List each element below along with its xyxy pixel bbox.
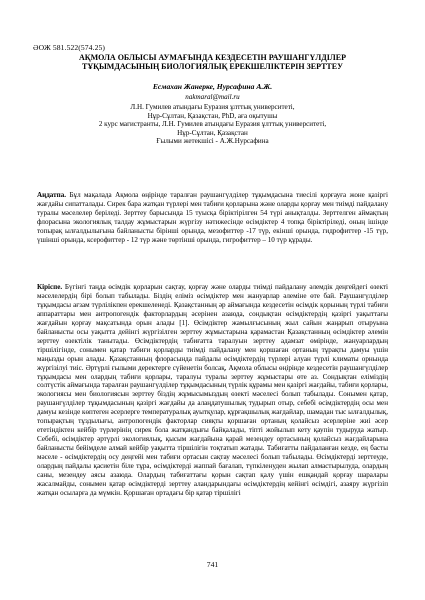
authors: Есмахан Жанерке, Нурсафина А.Ж.	[152, 82, 273, 91]
affiliation-block	[0, 103, 425, 146]
paper-title: АҚМОЛА ОБЛЫСЫ АУМАҒЫНДА КЕЗДЕСЕТІН РАУШАНГҮЛДІЛЕР ТҰҚЫМДАСЫНЫҢ БИОЛОГИЯЛЫҚ ЕРЕКШЕЛІКТЕРІН ЗЕРТТЕУ	[79, 53, 346, 72]
abstract-paragraph	[37, 191, 388, 245]
affiliation-line: Л.Н. Гумилев атындағы Еуразия ұлттық университеті,	[130, 103, 295, 111]
abstract-label: Аңдатпа.	[37, 191, 67, 199]
intro-paragraph	[37, 283, 388, 498]
affiliation-line: 2 курс магистранты, Л.Н. Гумилев атындағы Еуразия ұлттық университеті,	[98, 120, 327, 129]
affiliation-line: Нұр-Сұлтан, Қазақстан, PhD, аға оқытушы	[147, 111, 278, 120]
author-email: nakmaral@mail.ru	[185, 93, 240, 101]
abstract-text: Бұл мақалада Ақмола өңірінде таралған раушангүлділер тұқымдасына тиесілі қорғауға жоне қазіргі жағдайы сипатталады. Сирек бара жатқан түрлері мен табиғи қорларына және оларды қорғау мен тиімді пайдалану туралы мәселелер беріледі. Зерттеу барысында 15 туысқа біріктірілген 54 түрі анықталды. Зерттелген аймақтың флорасына экологиялық талдау жұмыстарын жүргізу нәтижесінде өсімдіктер 4 топқа біріктіріледі, оның ішінде топырақ ылғалдылығына байланысты бірінші орында, мезофиттер -17 түр, екінші орында, гидрофиттер -15 түр, үшінші орында, ксерофиттер - 12 түр және төртінші орында, гигрофиттер – 10 түр құрады.	[37, 191, 388, 244]
udc-code: ӘОЖ 581.522(574.25)	[33, 43, 106, 52]
page-number: 741	[206, 560, 219, 569]
intro-text: Бүгінгі таңда өсімдік қорларын сақтау, қорғау және оларды тиімді пайдалану әлемдік деңгейдегі өзекті мәселелердің бірі болып табылады. Біздің еліміз өсімдіктер мен жануарлар әлеміне өте бай. Раушангүлділер тұқымдасы ағзам түрлілікпен ерекшеленеді. Қазақстанның әр аймағында кездесетін өсімдік қорының түрлі табиғи аппараттары мен антропогендік факторлардың әсерінен азаюда, сондықтан өсімдіктердің қазіргі уақыттағы жағдайын қорғау мақсатында орын алады [1]. Өсімдіктер жамылғысының жыл сайын жаңарып отыруына байланысты осы уақытта дейінгі жүргізілген зерттеу жұмыстарына қарамастан Қазақстанның өсімдіктер әлемін зерттеу өзектілік танытады. Өсімдіктердің табиғатта таралуын зерттеу адамзат өмірінде, жануарлардың тіршілігінде, сонымен қатар табиғи қорларды тиімді пайдалану мен қоршаған ортаның тұрақты дамуы үшін маңызды орын алады. Қазақстанның флорасында пайдалы өсімдіктердің түрлері алуан түрлі климаты орнында жүргізілуі тиіс. Әртүрлі ғылыми деректерге сүйенетін болсақ, Ақмола облысы өңірінде кездесетін раушангүлділер тұқымдасы мен олардың табиғи қорлары, таралуы туралы зерттеу жұмыстары өте аз. Сондықтан еліміздің солтүстік аймағында таралған раушангүлділер тұқымдасының түрлік құрамы мен қазіргі жағдайы, табиғи қорлары, экологиясы мен биологиясын зерттеу біздің жұмысымыздың өзекті мәселесі болып табылады. Сонымен қатар, раушангүлділер тұқымдасының қазіргі жағдайы да алаңдатушылық тудырып отыр, себебі өсімдіктердің осы мен дамуы кезінде көптеген әсерлерге температуралық ауытқулар, құрғақшылық жағдайлар, шамадан тыс ылғалдылық, топырақтың тұздылығы, антропогендік факторлар сияқты қоршаған ортаның қолайсыз әсерлеріне жиі әсер ететіндіктен кейбір түрлерінің сирек бола жатқандығы байқалады, тіпті жойылып кету қаупін тудыруда жатыр. Себебі, өсімдіктер әртүрлі экологиялық, қысым жағдайына қарай мезендеу ортасының қолайсыз жағдайларына байланысты бейімделе алмай кейбір уақытта тіршілігін тоқтатып жатады. Табиғатты пайдаланған кезде, ең басты мәселе - өсімдіктердің осу деңгейі мен табиғи ортасын сақтау мәселесі болып табылады. Өсімдіктерді зерттеуде, олардың пайдалы қасиетін біле тұра, өсімдіктерді жаппай бағалап, түпкіленуден жылап алмастырылуда, олардың саны, мезендеу аясы азаюда. Олардың табиғаттағы қорын сақтап қалу үшін ешқандай қорғау шаралары жасалмайды, сонымен қатар өсімдіктерді зерттеу аландарындағы өсімдіктердің кейінгі өсімдігі, азаяру жүргізіп жатқан осыларға да мүмкін. Қоршаған ортадағы бір қатар тіршілігі	[37, 283, 388, 497]
affiliation-line: Ғылыми жетекшісі - А.Ж.Нурсафина	[156, 137, 269, 146]
intro-label: Кіріспе.	[37, 283, 63, 291]
affiliation-line: Нұр-Сұлтан, Қазақстан	[177, 128, 248, 137]
